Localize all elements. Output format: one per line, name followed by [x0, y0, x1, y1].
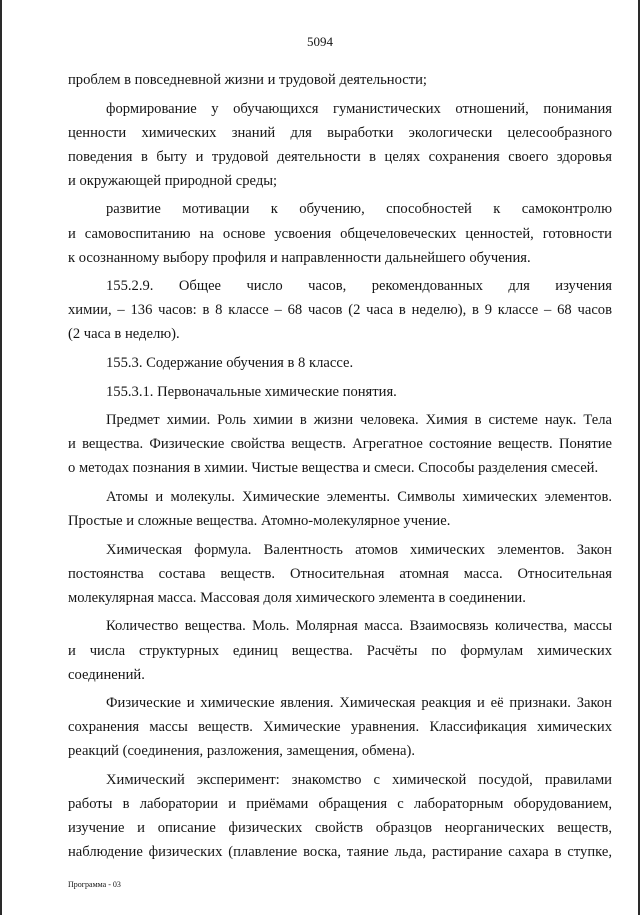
- text-line: Физические и химические явления. Химическая реакция и её признаки. Закон: [106, 695, 612, 712]
- text-line: реакций (соединения, разложения, замещения, обмена).: [68, 743, 415, 760]
- text-line: Количество вещества. Моль. Молярная масса. Взаимосвязь количества, массы: [106, 618, 612, 635]
- text-line: (2 часа в неделю).: [68, 326, 180, 343]
- text-line: формирование у обучающихся гуманистических отношений, понимания: [106, 100, 612, 117]
- text-line: 155.2.9. Общее число часов, рекомендованных для изучения: [106, 278, 612, 295]
- text-line: и вещества. Физические свойства веществ. Агрегатное состояние веществ. Понятие: [68, 436, 612, 453]
- text-line: поведения в быту и трудовой деятельности в целях сохранения своего здоровья: [68, 148, 612, 165]
- section-heading: 155.3. Содержание обучения в 8 классе.: [106, 355, 354, 372]
- text-line: химии, – 136 часов: в 8 классе – 68 часов (2 часа в неделю), в 9 классе – 68 часов: [68, 302, 612, 319]
- text-line: Атомы и молекулы. Химические элементы. Символы химических элементов.: [106, 489, 612, 505]
- text-line: ценности химических знаний для выработки экологически целесообразного: [68, 124, 612, 141]
- text-line: и окружающей природной среды;: [68, 172, 278, 189]
- text-line: и самовоспитанию на основе усвоения общечеловеческих ценностей, готовности: [68, 225, 612, 242]
- text-line: наблюдение физических (плавление воска, таяние льда, растирание сахара в ступке,: [68, 844, 612, 861]
- text-line: развитие мотивации к обучению, способностей к самоконтролю: [106, 201, 612, 218]
- text-line: соединений.: [68, 666, 145, 683]
- text-line: Химический эксперимент: знакомство с химической посудой, правилами: [106, 772, 612, 789]
- text-line: проблем в повседневной жизни и трудовой деятельности;: [68, 72, 427, 88]
- section-heading: 155.3.1. Первоначальные химические понятия.: [106, 383, 397, 400]
- document-body: [68, 68, 612, 864]
- text-line: постоянства состава веществ. Относительная атомная масса. Относительная: [68, 565, 612, 582]
- text-line: о методах познания в химии. Чистые вещества и смеси. Способы разделения смесей.: [68, 460, 599, 477]
- text-line: молекулярная масса. Массовая доля химического элемента в соединении.: [68, 589, 526, 606]
- text-line: и числа структурных единиц вещества. Расчёты по формулам химических: [68, 642, 612, 659]
- text-line: к осознанному выбору профиля и направленности дальнейшего обучения.: [68, 249, 531, 266]
- text-line: сохранения массы веществ. Химические уравнения. Классификация химических: [68, 719, 612, 736]
- text-line: Предмет химии. Роль химии в жизни человека. Химия в системе наук. Тела: [106, 412, 612, 429]
- text-line: Химическая формула. Валентность атомов химических элементов. Закон: [106, 541, 612, 558]
- text-line: работы в лаборатории и приёмами обращения с лабораторным оборудованием,: [68, 796, 612, 813]
- text-line: Простые и сложные вещества. Атомно-молекулярное учение.: [68, 513, 451, 530]
- text-line: изучение и описание физических свойств образцов неорганических веществ,: [68, 820, 612, 837]
- footer-label: Программа - 03: [68, 880, 121, 889]
- page-number: 5094: [307, 34, 333, 49]
